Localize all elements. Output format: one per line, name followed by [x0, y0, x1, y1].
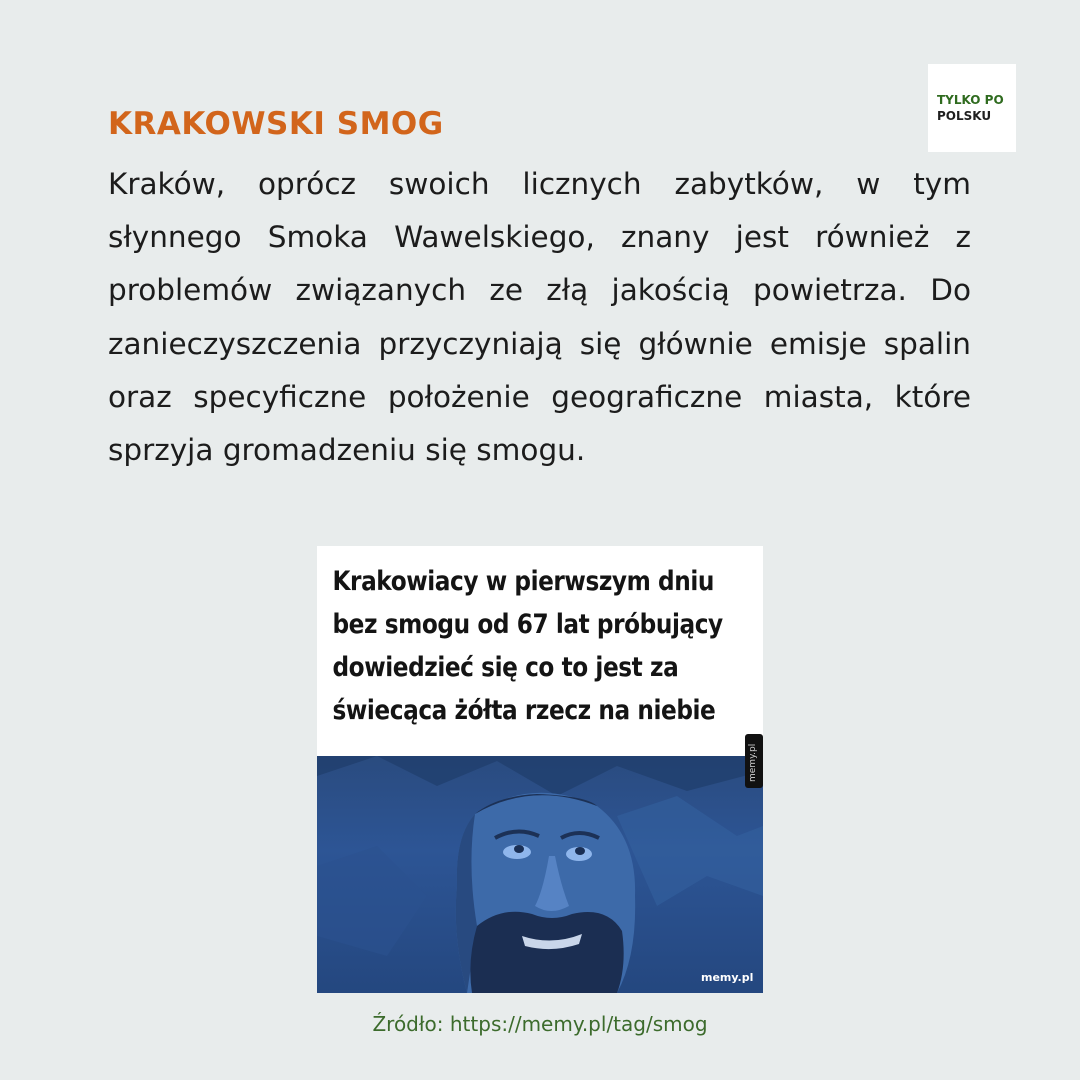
meme-image	[317, 546, 763, 993]
meme-photo	[317, 756, 763, 993]
meme-caption-line: bez smogu od 67 lat próbujący	[332, 609, 723, 640]
meme-caption-line: Krakowiacy w pierwszym dniu	[332, 566, 714, 597]
logo-line-2: POLSKU	[937, 109, 992, 123]
meme-watermark-side	[745, 734, 763, 788]
meme-caption-line: dowiedzieć się co to jest za	[332, 652, 679, 683]
page-title: KRAKOWSKI SMOG	[108, 106, 444, 142]
logo-line-1: TYLKO PO	[937, 93, 1004, 107]
body-paragraph: Kraków, oprócz swoich licznych zabytków, w tym słynnego Smoka Wawelskiego, znany jest również z problemów związanych ze złą jakością powietrza. Do zanieczyszczenia przyczyniają się głównie emisje spalin oraz specyficzne położenie geograficzne miasta, które sprzyja gromadzeniu się smogu.	[108, 167, 971, 468]
source-credit: Źródło: https://memy.pl/tag/smog	[372, 1012, 708, 1036]
watermark-side-text: memy.pl	[748, 743, 758, 782]
meme-watermark-corner: memy.pl	[701, 971, 754, 984]
brand-logo	[928, 64, 1016, 152]
meme-caption-line: świecąca żółta rzecz na niebie	[332, 695, 716, 726]
man-looking-up-illustration	[317, 756, 763, 993]
meme-caption	[317, 560, 762, 732]
